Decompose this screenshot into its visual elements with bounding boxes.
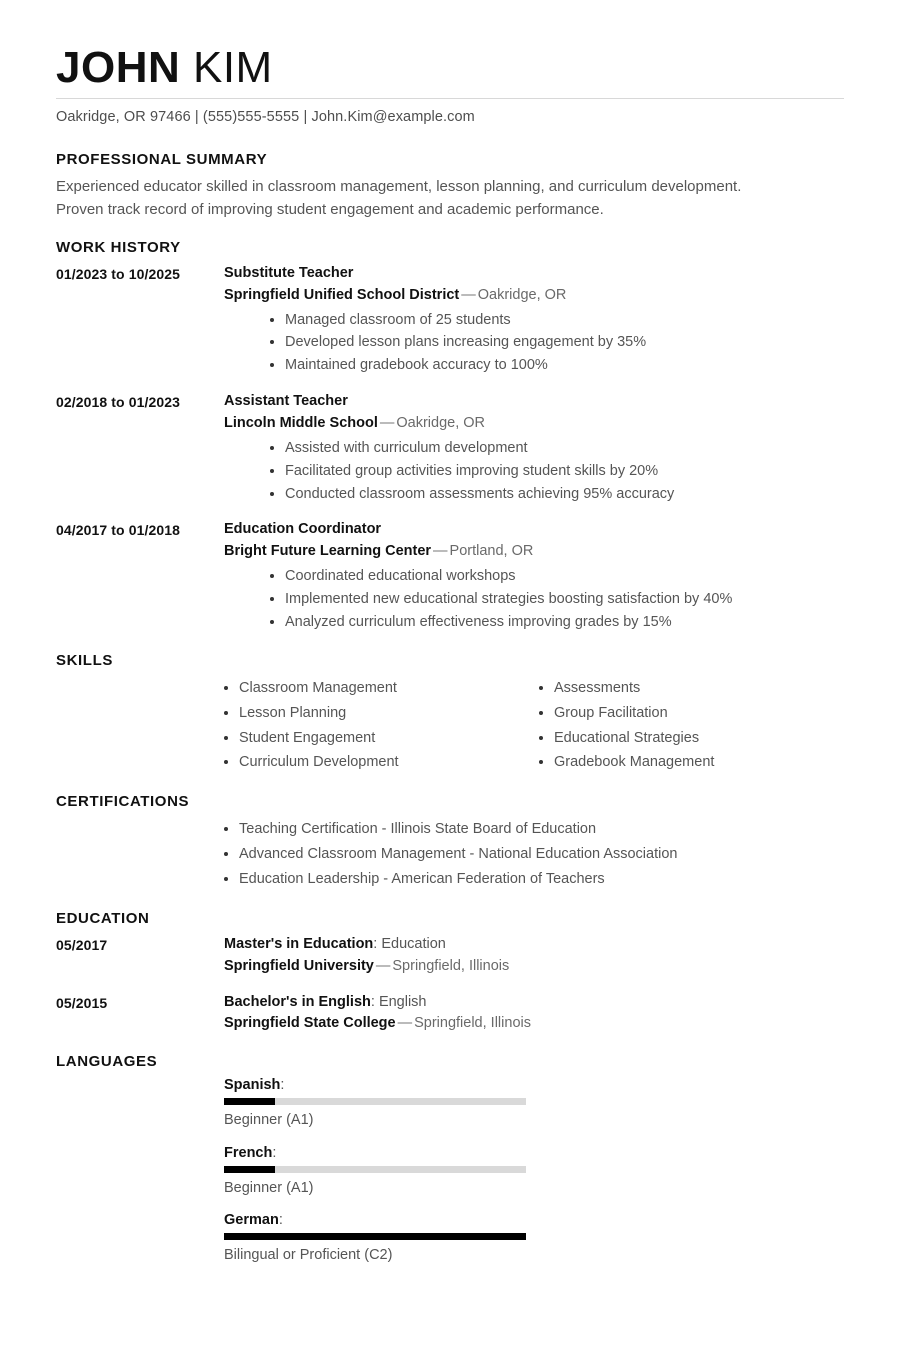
work-entry-dates: 01/2023 to 10/2025 bbox=[56, 266, 181, 283]
skill-item: Classroom Management bbox=[224, 676, 539, 701]
work-bullet: Maintained gradebook accuracy to 100% bbox=[270, 354, 844, 377]
certifications-content bbox=[56, 817, 844, 892]
resume-header bbox=[56, 44, 844, 125]
language-name: German bbox=[224, 1211, 279, 1228]
section-title-summary: PROFESSIONAL SUMMARY bbox=[56, 150, 268, 168]
education-school: Springfield University bbox=[224, 957, 374, 974]
education-school-line bbox=[224, 956, 844, 978]
language-name-line bbox=[224, 1145, 539, 1161]
last-name: KIM bbox=[192, 43, 273, 92]
language-level: Beginner (A1) bbox=[224, 1112, 314, 1129]
language-proficiency-fill bbox=[224, 1233, 526, 1240]
work-entry-dash: — bbox=[379, 414, 395, 431]
language-item bbox=[224, 1212, 539, 1265]
education-degree: Bachelor's in English bbox=[224, 993, 371, 1010]
education-entry-date: 05/2015 bbox=[56, 994, 108, 1011]
skills-list-left bbox=[224, 676, 539, 776]
language-proficiency-bar bbox=[224, 1166, 526, 1173]
section-title-work-history: WORK HISTORY bbox=[56, 239, 181, 257]
language-item bbox=[224, 1077, 539, 1130]
education-field: English bbox=[378, 993, 427, 1010]
section-work-history bbox=[56, 239, 844, 634]
education-entry bbox=[56, 934, 844, 978]
work-entry-organization: Bright Future Learning Center bbox=[224, 543, 432, 560]
work-entry-bullets bbox=[224, 437, 844, 506]
language-name: Spanish bbox=[224, 1077, 281, 1094]
education-degree-line bbox=[224, 934, 844, 956]
skills-list-right bbox=[539, 676, 854, 776]
work-entry-dash: — bbox=[433, 543, 448, 560]
work-entry-body bbox=[224, 263, 844, 377]
language-name-line bbox=[224, 1077, 539, 1093]
work-entry-role: Education Coordinator bbox=[224, 521, 382, 538]
contact-info: Oakridge, OR 97466 | (555)555-5555 | John.Kim@example.com bbox=[56, 108, 475, 125]
language-level: Beginner (A1) bbox=[224, 1179, 314, 1196]
candidate-name bbox=[56, 44, 844, 92]
certification-item: Education Leadership - American Federation of Teachers bbox=[224, 867, 844, 892]
section-title-languages: LANGUAGES bbox=[56, 1053, 158, 1071]
work-entry-organization: Lincoln Middle School bbox=[224, 414, 378, 431]
work-bullet: Assisted with curriculum development bbox=[270, 437, 844, 460]
first-name: JOHN bbox=[56, 43, 181, 92]
work-bullet: Coordinated educational workshops bbox=[270, 565, 844, 588]
language-proficiency-bar bbox=[224, 1098, 526, 1105]
work-bullet: Developed lesson plans increasing engagement by 35% bbox=[270, 331, 844, 354]
work-entry-location: Oakridge, OR bbox=[396, 414, 486, 431]
section-languages bbox=[56, 1053, 844, 1279]
skill-item: Educational Strategies bbox=[539, 726, 854, 751]
work-entry-org-line bbox=[224, 413, 844, 435]
work-entry-org-line bbox=[224, 285, 844, 307]
work-bullet: Managed classroom of 25 students bbox=[270, 309, 844, 332]
education-degree: Master's in Education bbox=[224, 936, 374, 953]
work-entry bbox=[56, 263, 844, 377]
language-proficiency-fill bbox=[224, 1098, 275, 1105]
work-entry bbox=[56, 391, 844, 505]
section-skills bbox=[56, 652, 844, 776]
education-dash: — bbox=[375, 957, 391, 974]
section-certifications bbox=[56, 793, 844, 892]
skill-item: Gradebook Management bbox=[539, 750, 854, 775]
work-bullet: Facilitated group activities improving student skills by 20% bbox=[270, 460, 844, 483]
languages-content bbox=[56, 1077, 844, 1279]
section-title-skills: SKILLS bbox=[56, 651, 113, 669]
skills-content bbox=[56, 676, 844, 776]
education-school-line bbox=[224, 1013, 844, 1035]
work-entry-dash: — bbox=[461, 286, 476, 303]
header-divider bbox=[56, 98, 844, 99]
skills-columns bbox=[224, 676, 844, 776]
education-entry-date: 05/2017 bbox=[56, 937, 108, 954]
language-colon: : bbox=[278, 1211, 283, 1228]
work-bullet: Implemented new educational strategies boosting satisfaction by 40% bbox=[270, 588, 844, 611]
education-degree-separator: : bbox=[370, 993, 379, 1010]
language-proficiency-bar bbox=[224, 1233, 526, 1240]
work-entry bbox=[56, 519, 844, 633]
skill-item: Lesson Planning bbox=[224, 701, 539, 726]
language-colon: : bbox=[272, 1144, 277, 1161]
education-dash: — bbox=[397, 1015, 413, 1032]
work-entry-dates: 02/2018 to 01/2023 bbox=[56, 394, 181, 411]
education-location: Springfield, Illinois bbox=[414, 1015, 531, 1032]
language-name-line bbox=[224, 1212, 539, 1228]
work-entry-organization: Springfield Unified School District bbox=[224, 286, 460, 303]
work-entry-bullets bbox=[224, 309, 844, 378]
section-title-certifications: CERTIFICATIONS bbox=[56, 793, 190, 811]
section-education bbox=[56, 910, 844, 1035]
certifications-list bbox=[224, 817, 844, 892]
work-bullet: Analyzed curriculum effectiveness improving grades by 15% bbox=[270, 611, 844, 634]
section-title-education: EDUCATION bbox=[56, 910, 150, 928]
language-item bbox=[224, 1145, 539, 1198]
work-entry-bullets bbox=[224, 565, 844, 634]
work-bullet: Conducted classroom assessments achieving 95% accuracy bbox=[270, 483, 844, 506]
work-entry-location: Portland, OR bbox=[449, 543, 534, 560]
section-professional-summary bbox=[56, 151, 844, 222]
skills-column-right bbox=[539, 676, 854, 776]
work-entry-location: Oakridge, OR bbox=[477, 286, 567, 303]
language-proficiency-fill bbox=[224, 1166, 275, 1173]
education-entry bbox=[56, 992, 844, 1036]
education-school: Springfield State College bbox=[224, 1015, 396, 1032]
education-location: Springfield, Illinois bbox=[392, 957, 510, 974]
skill-item: Assessments bbox=[539, 676, 854, 701]
summary-text: Experienced educator skilled in classroom management, lesson planning, and curriculum development. Proven track record of improving student engagement and academic performance. bbox=[56, 177, 742, 218]
work-entry-body bbox=[224, 519, 844, 633]
education-entry-body bbox=[224, 934, 844, 978]
education-entry-body bbox=[224, 992, 844, 1036]
work-entry-role: Assistant Teacher bbox=[224, 393, 348, 410]
work-entry-body bbox=[224, 391, 844, 505]
language-colon: : bbox=[280, 1077, 285, 1094]
skill-item: Student Engagement bbox=[224, 726, 539, 751]
language-name: French bbox=[224, 1144, 273, 1161]
language-level: Bilingual or Proficient (C2) bbox=[224, 1246, 393, 1263]
education-field: Education bbox=[381, 936, 446, 953]
work-entry-role: Substitute Teacher bbox=[224, 265, 354, 282]
skill-item: Group Facilitation bbox=[539, 701, 854, 726]
education-degree-separator: : bbox=[373, 936, 382, 953]
education-degree-line bbox=[224, 992, 844, 1014]
work-entry-org-line bbox=[224, 541, 844, 563]
certification-item: Advanced Classroom Management - National Education Association bbox=[224, 842, 844, 867]
skill-item: Curriculum Development bbox=[224, 750, 539, 775]
work-entry-dates: 04/2017 to 01/2018 bbox=[56, 522, 181, 539]
certification-item: Teaching Certification - Illinois State Board of Education bbox=[224, 817, 844, 842]
skills-column-left bbox=[224, 676, 539, 776]
